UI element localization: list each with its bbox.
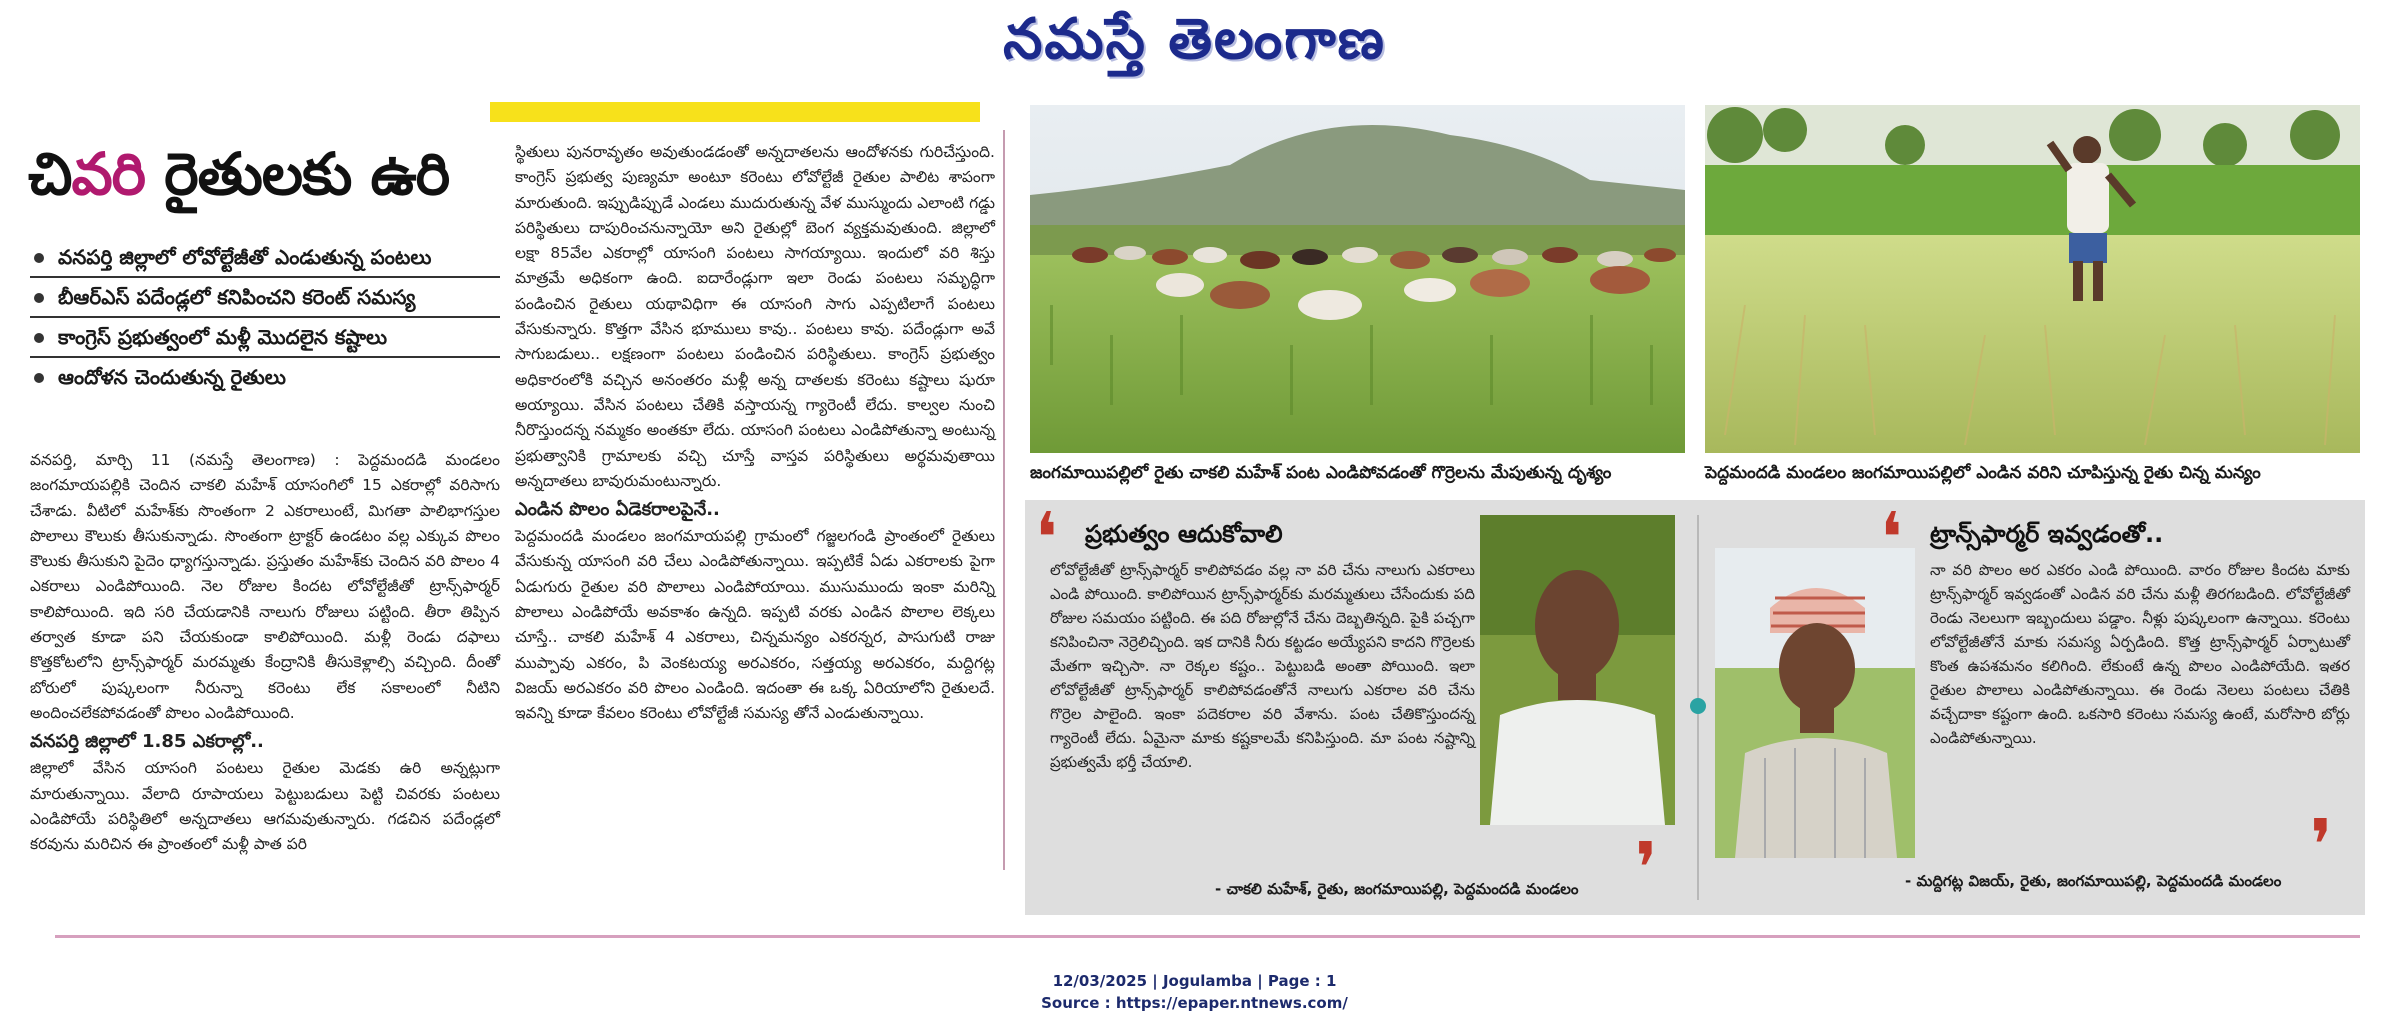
article-paragraph: స్థితులు పునరావృతం అవుతుండడంతో అన్నదాతలను ఆందోళనకు గురిచేస్తుంది. కాంగ్రెస్ ప్రభుత్వ పుణ్యమా అంటూ కరెంటు లోవోల్టేజీ రైతుల పాలిట శాపంగా మారుతుంది. ఇప్పుడిప్పుడే ఎండలు ముదురుతున్న వేళ ముస్ముందు ఎలాంటి గడ్డు పరిస్థితులు దాపురించనున్నాయో అని రైతుల్లో బెంగ వ్యక్తమవుతుంది. జిల్లాలో లక్షా 85వేల ఎకరాల్లో యాసంగి పంటలు సాగయ్యాయి. ఇందులో వరి శిస్తు మాత్రమే అధికంగా ఉంది. ఐదారేండ్లుగా ఇలా రెండు పంటలు సమృద్ధిగా పండించిన రైతులు యథావిధిగా ఈ యాసంగి సాగు ఎప్పటిలాగే పంటలు వేసుకున్నారు. కొత్తగా వేసిన భూములు కావు.. పంటలు కావు. పదేండ్లుగా అవే సాగుబడులు.. లక్షణంగా పంటలు పండించిన పరిస్థితులు. కాంగ్రెస్ ప్రభుత్వం అధికారంలోకి వచ్చిన అనంతరం మళ్లీ అన్న దాతలకు కరెంటు కష్టాలు షురూ అయ్యాయి. వేసిన పంటలు చేతికి వస్తాయన్న గ్యారెంటీ లేదు. కాల్వల నుంచి నీరొస్తుందన్న నమ్మకం అంతకూ లేదు. యాసంగి పంటలు ఎండిపోతున్నా అంటున్న ప్రభుత్వానికి గ్రామాలకు వచ్చి చూస్తే వాస్తవ పరిస్థితులు అర్థమవుతాయి అన్నదాతలు బావురుమంటున్నారు. [515, 143, 995, 490]
article-subhead: ఎండిన పొలం ఏడెకరాలపైనే.. [515, 499, 720, 521]
bullet-item: కాంగ్రెస్ ప్రభుత్వంలో మళ్లీ మొదలైన కష్టాలు [30, 318, 500, 358]
article-subhead: వనపర్తి జిల్లాలో 1.85 ఎకరాల్లో.. [30, 731, 264, 753]
article-paragraph: జిల్లాలో వేసిన యాసంగి పంటలు రైతుల మెడకు ఉరి అన్నట్లుగా మారుతున్నాయి. వేలాది రూపాయలు పెట్టుబడులు పెట్టి చివరకు పంటలు ఎండిపోయే పరిస్థితిలో అన్నదాతలు ఆగమవుతున్నారు. గడచిన పదేండ్లలో కరవును మరిచిన ఈ ప్రాంతంలో మళ్లీ పాత పరి [30, 759, 500, 854]
column-divider [1003, 130, 1005, 870]
article-paragraph: పెద్దమందడి మండలం జంగమాయపల్లి గ్రామంలో గజ్జలగండి ప్రాంతంలో రైతులు వేసుకున్న యాసంగి వరి చేలు ఎండిపోతున్నాయి. ఇప్పటికే ఏడు ఎకరాలకు పైగా ఏడుగురు రైతుల వరి పొలాలు ఎండిపోయాయి. ముసుముందు ఇంకా మరిన్ని పొలాలు ఎండిపోయే అవకాశం ఉన్నది. ఇప్పటి వరకు ఎండిన పొలాల లెక్కలు చూస్తే.. చాకలి మహేశ్ 4 ఎకరాలు, చిన్నమన్యం ఎకరన్నర, పాసుగుటి రాజు ముప్పావు ఎకరం, పి వెంకటయ్య అరఎకరం, సత్తయ్య అరఎకరం, మద్దిగట్ల విజయ్ అరఎకరం వరి పొలం ఎండింది. ఇదంతా ఈ ఒక్క ఏరియాలోని రైతులదే. ఇవన్ని కూడా కేవలం కరెంటు లోవోల్టేజీ సమస్య తోనే ఎండుతున్నాయి. [515, 527, 995, 723]
headline-highlight: వరి [71, 140, 146, 208]
quote2-byline: - మద్దిగట్ల విజయ్, రైతు, జంగమాయిపల్లి, పెద్దమందడి మండలం [1905, 872, 2282, 890]
portrait-maddigatla-vijay [1715, 548, 1915, 858]
footer [0, 970, 2389, 1014]
footer-date-edition: 12/03/2025 | Jogulamba | Page : 1 [1052, 972, 1337, 990]
close-quote-icon-2: ❜ [2310, 804, 2333, 886]
portrait-chakali-mahesh [1480, 515, 1675, 825]
bullet-list [30, 238, 500, 396]
open-quote-icon-2: ❛ [1880, 497, 1903, 579]
headline-part3: రైతులకు ఉరి [145, 140, 450, 208]
quote2-title: ట్రాన్స్‌ఫార్మర్ ఇవ్వడంతో.. [1930, 520, 2164, 548]
photo-farmer-dried-paddy [1705, 105, 2360, 453]
close-quote-icon: ❜ [1635, 827, 1658, 909]
quote1-text: లోవోల్టేజీతో ట్రాన్స్‌ఫార్మర్ కాలిపోవడం వల్ల నా వరి చేను నాలుగు ఎకరాలు ఎండి పోయింది. కాలిపోయిన ట్రాన్స్‌ఫార్మర్‌కు మరమ్మతులు చేసేందుకు పది రోజుల సమయం పట్టింది. ఈ పది రోజుల్లోనే చేను దెబ్బతిన్నది. పైకి పచ్చగా కనిపించినా నెర్రెలిచ్చింది. ఇక దానికి నీరు కట్టడం అయ్యేపని కాదని గొర్రెలకు మేతగా ఇచ్చిసా. నా రెక్కల కష్టం.. పెట్టుబడి అంతా పోయింది. ఇలా లోవోల్టేజీతో ట్రాన్స్‌ఫార్మర్ కాలిపోవడంతోనే నాలుగు ఎకరాల వరి చేను గొర్రెల పాలైంది. ఇంకా పదెకరాల వరి వేశాను. పంట చేతికొస్తుందన్న గ్యారెంటీ లేదు. ఏమైనా మాకు కష్టకాలమే కనిపిస్తుంది. మా పంట నష్టాన్ని ప్రభుత్వమే భర్తీ చేయాలి. [1050, 561, 1475, 771]
article-paragraph: వనపర్తి, మార్చి 11 (నమస్తే తెలంగాణ) : పెద్దమందడి మండలం జంగమాయపల్లికి చెందిన చాకలి మహేశ్ యాసంగిలో 15 ఎకరాల్లో వరిసాగు చేశాడు. వీటిలో మహేశ్‌కు సొంతంగా 2 ఎకరాలుంటే, మిగతా పాలిభాగస్తుల పొలాలు కౌలుకు తీసుకున్నాడు. సొంతంగా ట్రాక్టర్ ఉండటం వల్ల ఎక్కువ పొలం కౌలుకు తీసుకుని పైదెం ధ్యాగస్తున్నాడు. ప్రస్తుతం మహేశ్‌కు చెందిన వరి పొలం 4 ఎకరాలు ఎండిపోయింది. నెల రోజుల కిందట లోవోల్టేజీతో ట్రాన్స్‌ఫార్మర్ కాలిపోయింది. ఇది సరి చేయడానికి నాలుగు రోజులు పట్టింది. తీరా తిప్పిన తర్వాత కూడా పని చేయకుండా కాలిపోయింది. మళ్లీ రెండు దఫాలు కొత్తకోటలోని ట్రాన్స్‌ఫార్మర్ మరమ్మతు కేంద్రానికి తీసుకెళ్లాల్సి వచ్చింది. దీంతో బోరులో పుష్కలంగా నీరున్నా కరెంటు లేక సకాలంలో నీటిని అందించలేకపోవడంతో పొలం ఎండిపోయింది. [30, 451, 500, 722]
bullet-dot-icon [34, 293, 44, 303]
divider-ornament-icon [1690, 698, 1706, 714]
headline-part1: చి [28, 140, 72, 208]
article-column-2 [515, 140, 995, 727]
bullet-dot-icon [34, 333, 44, 343]
bullet-item: వనపర్తి జిల్లాలో లోవోల్టేజీతో ఎండుతున్న పంటలు [30, 238, 500, 278]
quote2-text: నా వరి పొలం అర ఎకరం ఎండి పోయింది. వారం రోజుల కిందట మాకు ట్రాన్స్‌ఫార్మర్ ఇవ్వడంతో ఎండిన వరి చేను మళ్లీ తిరగబడింది. లోవోల్టేజీతో రెండు నెలలుగా ఇబ్బందులు పడ్డాం. నీళ్లు పుష్కలంగా ఉన్నాయి. కరెంటు లోవోల్టేజీతోనే మాకు సమస్య ఏర్పడింది. కొత్త ట్రాన్స్‌ఫార్మర్ ఏర్పాటుతో కొంత ఉపశమనం కలిగింది. లేకుంటే ఉన్న పొలం ఎండిపోయేది. ఇతర రైతుల పొలాలు ఎండిపోతున్నాయి. ఈ రెండు నెలలు పంటలు చేతికి వచ్చేదాకా కష్టంగా ఉంది. ఒకసారి కరెంటు సమస్య ఉంటే, మరోసారి బోర్లు ఎండిపోతున్నాయి. [1930, 561, 2350, 747]
masthead-logo: నమస్తే తెలంగాణ [1003, 6, 1386, 72]
bullet-item: బీఆర్ఎస్ పదేండ్లలో కనిపించని కరెంట్ సమస్య [30, 278, 500, 318]
footer-source-link[interactable]: Source : https://epaper.ntnews.com/ [1041, 994, 1348, 1012]
bottom-rule [55, 935, 2360, 938]
photo-caption-left: జంగమాయిపల్లిలో రైతు చాకలి మహేశ్ పంట ఎండిపోవడంతో గొర్రెలను మేపుతున్న దృశ్యం [1030, 463, 1612, 483]
bullet-dot-icon [34, 373, 44, 383]
quote1-byline: - చాకలి మహేశ్, రైతు, జంగమాయిపల్లి, పెద్దమందడి మండలం [1215, 880, 1579, 898]
headline [28, 140, 449, 223]
quote1-title: ప్రభుత్వం ఆదుకోవాలి [1085, 520, 1283, 548]
section-banner [490, 102, 980, 122]
photo-sheep-grazing [1030, 105, 1685, 453]
photo-caption-right: పెద్దమందడి మండలం జంగమాయిపల్లిలో ఎండిన వరిని చూపిస్తున్న రైతు చిన్న మన్యం [1705, 463, 2261, 483]
bullet-dot-icon [34, 253, 44, 263]
article-column-1 [30, 448, 500, 857]
open-quote-icon: ❛ [1035, 497, 1058, 579]
bullet-item: ఆందోళన చెందుతున్న రైతులు [30, 358, 500, 396]
